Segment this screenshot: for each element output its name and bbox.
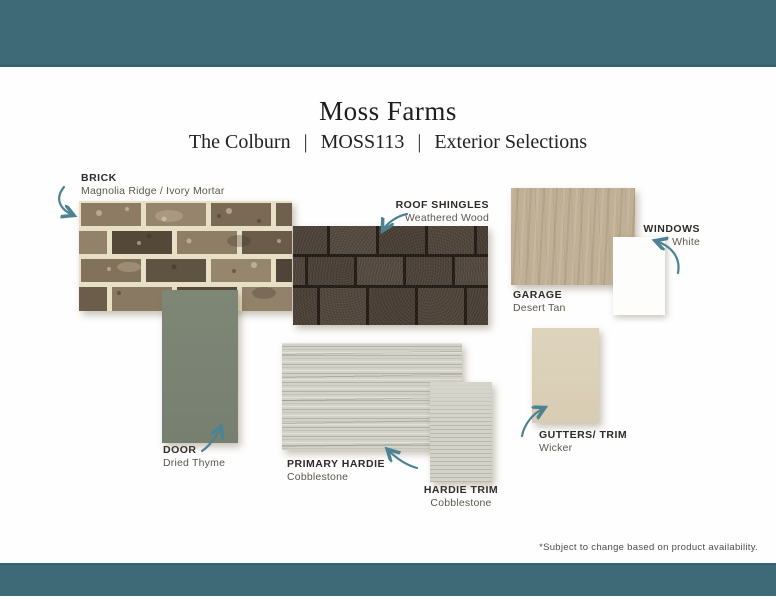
availability-footnote: *Subject to change based on product availability. bbox=[539, 542, 758, 553]
gutters-trim-swatch bbox=[532, 328, 599, 423]
top-teal-band bbox=[0, 0, 776, 67]
section-name: Exterior Selections bbox=[434, 131, 588, 153]
gutters-trim-label: GUTTERS/ TRIM Wicker bbox=[539, 429, 628, 454]
windows-label: WINDOWS White bbox=[643, 223, 700, 248]
garage-label: GARAGE Desert Tan bbox=[513, 289, 566, 314]
page-subtitle bbox=[0, 131, 776, 154]
brick-label: BRICK Magnolia Ridge / Ivory Mortar bbox=[81, 172, 225, 197]
roof-shingles-swatch bbox=[293, 226, 488, 325]
roof-shingles-label: ROOF SHINGLES Weathered Wood bbox=[395, 199, 489, 224]
curved-arrow-brick-icon bbox=[59, 187, 73, 215]
door-swatch bbox=[162, 290, 238, 443]
bottom-teal-band bbox=[0, 563, 776, 596]
primary-hardie-label: PRIMARY HARDIE Cobblestone bbox=[287, 458, 386, 483]
curved-arrow-primary-hardie-icon bbox=[388, 450, 417, 468]
separator: | bbox=[417, 131, 422, 153]
shingle-granule-noise bbox=[293, 226, 488, 325]
plan-name: The Colburn bbox=[188, 131, 291, 153]
plan-code: MOSS113 bbox=[320, 131, 405, 153]
door-label: DOOR Dried Thyme bbox=[163, 444, 226, 469]
windows-swatch bbox=[613, 237, 665, 315]
hardie-trim-label: HARDIE TRIM Cobblestone bbox=[423, 484, 499, 509]
separator: | bbox=[303, 131, 308, 153]
hardie-trim-swatch bbox=[430, 382, 492, 482]
page-title: Moss Farms bbox=[319, 96, 457, 126]
